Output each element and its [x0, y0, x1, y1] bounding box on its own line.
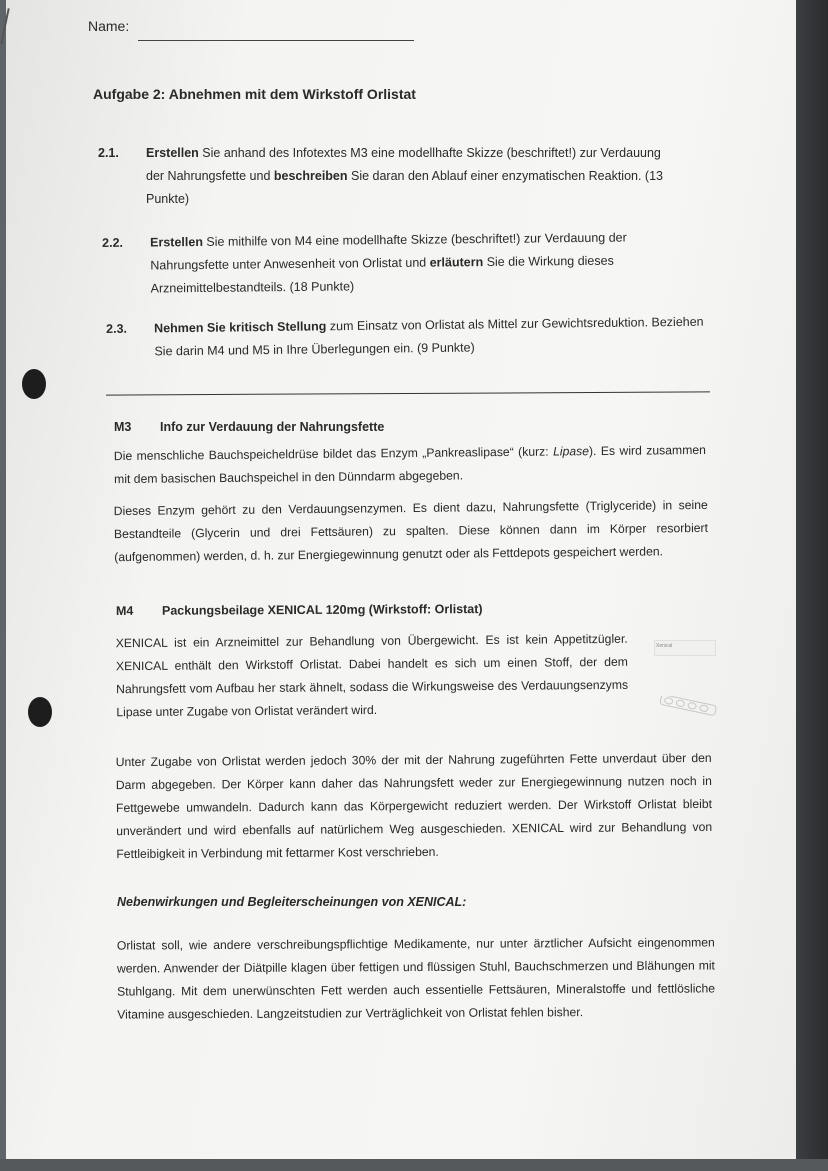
punch-hole-top	[22, 369, 46, 399]
m3-paragraph-2: Dieses Enzym gehört zu den Verdauungsenzymen. Es dient dazu, Nahrungsfette (Triglyceride) in seine Bestandteile (Glycerin und drei Fettsäuren) zu spalten. Diese können dann im Körper resorbiert (aufgenommen) werden, d. h. zur Energiegewinnung genutzt oder als Fettdepots gespeichert werden.	[113, 497, 709, 565]
side-effects-heading: Nebenwirkungen und Begleiterscheinungen von XENICAL:	[117, 895, 467, 909]
task-text-part: Sie mithilfe von M4 eine modellhafte Skizze (beschriftet!) zur Verdauung der Nahrungsfette unter Anwesenheit von Orlistat und	[150, 230, 627, 273]
task-text-part: Sie anhand des Infotextes M3 eine modellhafte Skizze (beschriftet!) zur Verdauung der Nahrungsfette und	[146, 146, 661, 183]
background-edge-right	[796, 0, 828, 1171]
m3-p1-text: Die menschliche Bauchspeicheldrüse bildet das Enzym „Pankreaslipase“ (kurz:	[113, 444, 554, 464]
task-keyword: Nehmen Sie kritisch Stellung	[154, 319, 327, 336]
m3-paragraph-1	[114, 439, 706, 491]
m4-heading	[116, 602, 483, 618]
punch-hole-bottom	[28, 697, 52, 727]
m3-code: M3	[114, 420, 132, 434]
m4-paragraph-1: XENICAL ist ein Arzneimittel zur Behandlung von Übergewicht. Es ist kein Appetitzügler. XENICAL enthält den Wirkstoff Orlistat. Dabei handelt es sich um einen Stoff, der dem Nahrungsfett vom Aufbau her stark ähnelt, sodass die Wirkungsweise des Verdauungsenzyms Lipase unter Zugabe von Orlistat verändert wird.	[115, 631, 629, 720]
m3-heading	[114, 420, 384, 434]
task-keyword: Erstellen	[150, 234, 203, 250]
task-text	[150, 226, 671, 300]
assignment-title: Aufgabe 2: Abnehmen mit dem Wirkstoff Orlistat	[93, 86, 416, 102]
m4-paragraph-2: Unter Zugabe von Orlistat werden jedoch 30% der mit der Nahrung zugeführten Fette unverdaut über den Darm abgegeben. Der Körper kann daher das Nahrungsfett weder zur Energiegewinnung nutzen noch in Fettgewebe umwandeln. Dadurch kann das Körpergewicht reduziert werden. Der Wirkstoff Orlistat bleibt unverändert und wird ebenfalls auf natürlichem Weg ausgeschieden. XENICAL wird zur Behandlung von Fettleibigkeit in Verbindung mit fettarmer Kost verschrieben.	[115, 750, 713, 862]
blister-pack-icon	[656, 696, 720, 716]
xenical-package-image	[648, 634, 730, 726]
m4-paragraph-3: Orlistat soll, wie andere verschreibungspflichtige Medikamente, nur unter ärztlicher Aufsicht eingenommen werden. Anwender der Diätpille klagen über fettigen und flüssigen Stuhl, Bauchschmerzen und Blähungen mit Stuhlgang. Mit dem unerwünschten Fett werden auch essentielle Fettsäuren, Mineralstoffe und fettlösliche Vitamine ausgeschieden. Langzeitstudien zur Verträglichkeit von Orlistat fehlen bisher.	[116, 935, 716, 1022]
task-text	[146, 142, 666, 211]
task-text-part: Sie die Wirkung dieses Arzneimittelbestandteils. (18 Punkte)	[150, 253, 614, 296]
m4-code: M4	[115, 603, 134, 618]
background-edge-bottom	[0, 1159, 828, 1171]
name-label: Name:	[88, 18, 130, 34]
m4-title: Packungsbeilage XENICAL 120mg (Wirkstoff: Orlistat)	[161, 602, 483, 618]
task-number: 2.1.	[98, 146, 119, 160]
m3-p1-italic: Lipase	[552, 444, 590, 459]
package-label: Xenical	[656, 643, 673, 649]
task-number: 2.2.	[102, 235, 124, 250]
task-text-part: Sie daran den Ablauf einer enzymatischen Reaktion. (13 Punkte)	[146, 169, 663, 206]
name-line	[138, 40, 414, 41]
task-text	[154, 311, 715, 364]
task-keyword: beschreiben	[273, 169, 348, 183]
m3-title: Info zur Verdauung der Nahrungsfette	[160, 420, 385, 434]
task-number: 2.3.	[106, 321, 128, 336]
task-keyword: Erstellen	[146, 146, 199, 160]
task-text-part: zum Einsatz von Orlistat als Mittel zur Gewichtsreduktion. Beziehen Sie darin M4 und M5 in Ihre Überlegungen ein. (9 Punkte)	[154, 314, 704, 359]
m3-p1-text-end: ). Es wird zusammen mit dem basischen Bauchspeichel in den Dünndarm abgegeben.	[114, 442, 706, 487]
task-keyword: erläutern	[429, 255, 484, 270]
